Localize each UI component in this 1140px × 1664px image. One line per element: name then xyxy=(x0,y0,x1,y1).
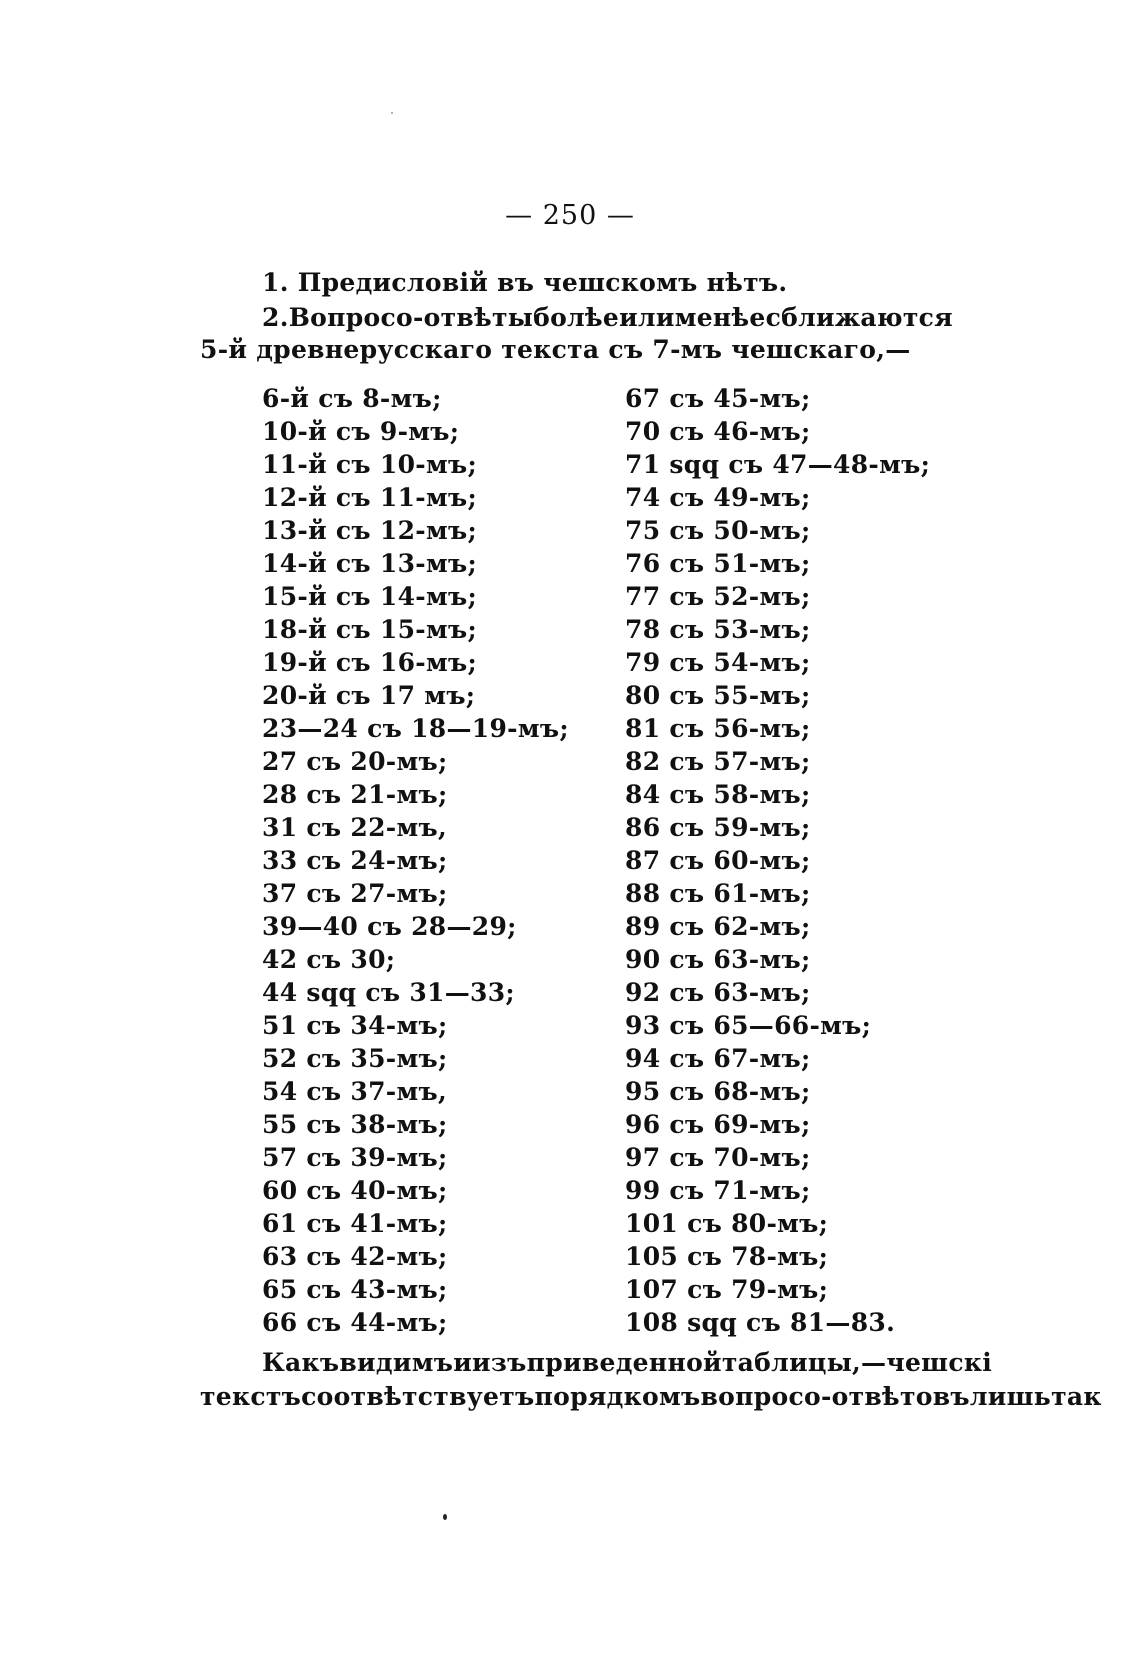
correspondence-entry: 19-й съ 16-мъ; xyxy=(262,648,478,677)
correspondence-entry: 76 съ 51-мъ; xyxy=(625,549,811,578)
closing-line-1-word: приведенной xyxy=(526,1348,722,1377)
closing-line-2-word: текстъ xyxy=(200,1382,302,1411)
correspondence-entry: 28 съ 21-мъ; xyxy=(262,780,448,809)
closing-line-2-word: лишь xyxy=(969,1382,1052,1411)
closing-line-1-word: и xyxy=(453,1348,473,1377)
correspondence-entry: 33 съ 24-мъ; xyxy=(262,846,448,875)
correspondence-entry: 82 съ 57-мъ; xyxy=(625,747,811,776)
correspondence-entry: 90 съ 63-мъ; xyxy=(625,945,811,974)
correspondence-entry: 107 съ 79-мъ; xyxy=(625,1275,829,1304)
closing-line-2-word: порядкомъ xyxy=(534,1382,701,1411)
correspondence-entry: 79 съ 54-мъ; xyxy=(625,648,811,677)
correspondence-entry: 12-й съ 11-мъ; xyxy=(262,483,478,512)
closing-line-1-word: таблицы,—чешскі xyxy=(721,1348,993,1377)
correspondence-entry: 89 съ 62-мъ; xyxy=(625,912,811,941)
correspondence-entry: 15-й съ 14-мъ; xyxy=(262,582,478,611)
correspondence-entry: 67 съ 45-мъ; xyxy=(625,384,811,413)
intro-line-2-word: менѣе xyxy=(674,303,766,332)
correspondence-entry: 93 съ 65—66-мъ; xyxy=(625,1011,872,1040)
intro-line-2-word: Вопросо-отвѣты xyxy=(288,303,534,332)
intro-line-3: 5-й древнерусскаго текста съ 7-мъ чешскаго,— xyxy=(200,335,911,364)
intro-line-2-word: сближаются xyxy=(765,303,953,332)
correspondence-entry: 105 съ 78-мъ; xyxy=(625,1242,829,1271)
correspondence-entry: 27 съ 20-мъ; xyxy=(262,747,448,776)
correspondence-entry: 74 съ 49-мъ; xyxy=(625,483,811,512)
correspondence-entry: 57 съ 39-мъ; xyxy=(262,1143,448,1172)
correspondence-entry: 81 съ 56-мъ; xyxy=(625,714,811,743)
correspondence-entry: 20-й съ 17 мъ; xyxy=(262,681,476,710)
correspondence-entry: 92 съ 63-мъ; xyxy=(625,978,811,1007)
closing-line-1 xyxy=(262,1348,993,1377)
correspondence-entry: 86 съ 59-мъ; xyxy=(625,813,811,842)
ink-speck xyxy=(443,1514,447,1520)
correspondence-entry: 60 съ 40-мъ; xyxy=(262,1176,448,1205)
closing-line-2-word: так xyxy=(1051,1382,1102,1411)
closing-line-1-word: Какъ xyxy=(262,1348,340,1377)
correspondence-entry: 52 съ 35-мъ; xyxy=(262,1044,448,1073)
correspondence-entry: 87 съ 60-мъ; xyxy=(625,846,811,875)
correspondence-entry: 31 съ 22-мъ, xyxy=(262,813,447,842)
correspondence-entry: 13-й съ 12-мъ; xyxy=(262,516,478,545)
correspondence-entry: 80 съ 55-мъ; xyxy=(625,681,811,710)
correspondence-entry: 65 съ 43-мъ; xyxy=(262,1275,448,1304)
page-number: — 250 — xyxy=(505,200,635,231)
correspondence-entry: 23—24 съ 18—19-мъ; xyxy=(262,714,569,743)
intro-line-2-word: болѣе xyxy=(533,303,620,332)
correspondence-entry: 61 съ 41-мъ; xyxy=(262,1209,448,1238)
correspondence-entry: 66 съ 44-мъ; xyxy=(262,1308,448,1337)
correspondence-entry: 75 съ 50-мъ; xyxy=(625,516,811,545)
intro-line-2-word: или xyxy=(619,303,675,332)
correspondence-entry: 84 съ 58-мъ; xyxy=(625,780,811,809)
correspondence-entry: 6-й съ 8-мъ; xyxy=(262,384,442,413)
correspondence-entry: 99 съ 71-мъ; xyxy=(625,1176,811,1205)
closing-line-2-word: вопросо-отвѣтовъ xyxy=(700,1382,970,1411)
correspondence-entry: 37 съ 27-мъ; xyxy=(262,879,448,908)
correspondence-entry: 55 съ 38-мъ; xyxy=(262,1110,448,1139)
intro-line-2-word: 2. xyxy=(262,303,289,332)
correspondence-entry: 18-й съ 15-мъ; xyxy=(262,615,478,644)
correspondence-entry: 108 sqq съ 81—83. xyxy=(625,1308,896,1337)
correspondence-entry: 88 съ 61-мъ; xyxy=(625,879,811,908)
correspondence-entry: 42 съ 30; xyxy=(262,945,396,974)
correspondence-entry: 63 съ 42-мъ; xyxy=(262,1242,448,1271)
closing-line-2-word: соотвѣтствуетъ xyxy=(301,1382,535,1411)
closing-line-1-word: изъ xyxy=(472,1348,527,1377)
correspondence-entry: 11-й съ 10-мъ; xyxy=(262,450,478,479)
correspondence-entry: 94 съ 67-мъ; xyxy=(625,1044,811,1073)
correspondence-entry: 51 съ 34-мъ; xyxy=(262,1011,448,1040)
intro-line-2 xyxy=(262,303,953,332)
correspondence-column-left xyxy=(262,382,569,1339)
correspondence-entry: 39—40 съ 28—29; xyxy=(262,912,517,941)
correspondence-column-right xyxy=(625,382,930,1339)
correspondence-entry: 96 съ 69-мъ; xyxy=(625,1110,811,1139)
correspondence-entry: 101 съ 80-мъ; xyxy=(625,1209,829,1238)
correspondence-entry: 70 съ 46-мъ; xyxy=(625,417,811,446)
correspondence-entry: 97 съ 70-мъ; xyxy=(625,1143,811,1172)
correspondence-entry: 78 съ 53-мъ; xyxy=(625,615,811,644)
correspondence-entry: 10-й съ 9-мъ; xyxy=(262,417,460,446)
correspondence-entry: 44 sqq съ 31—33; xyxy=(262,978,515,1007)
correspondence-entry: 54 съ 37-мъ, xyxy=(262,1077,447,1106)
correspondence-entry: 95 съ 68-мъ; xyxy=(625,1077,811,1106)
closing-line-2 xyxy=(200,1382,1102,1411)
intro-line-1: 1. Предисловій въ чешскомъ нѣтъ. xyxy=(262,268,788,297)
correspondence-entry: 14-й съ 13-мъ; xyxy=(262,549,478,578)
ink-speck xyxy=(391,112,393,114)
correspondence-entry: 71 sqq съ 47—48-мъ; xyxy=(625,450,931,479)
correspondence-entry: 77 съ 52-мъ; xyxy=(625,582,811,611)
closing-line-1-word: видимъ xyxy=(339,1348,454,1377)
